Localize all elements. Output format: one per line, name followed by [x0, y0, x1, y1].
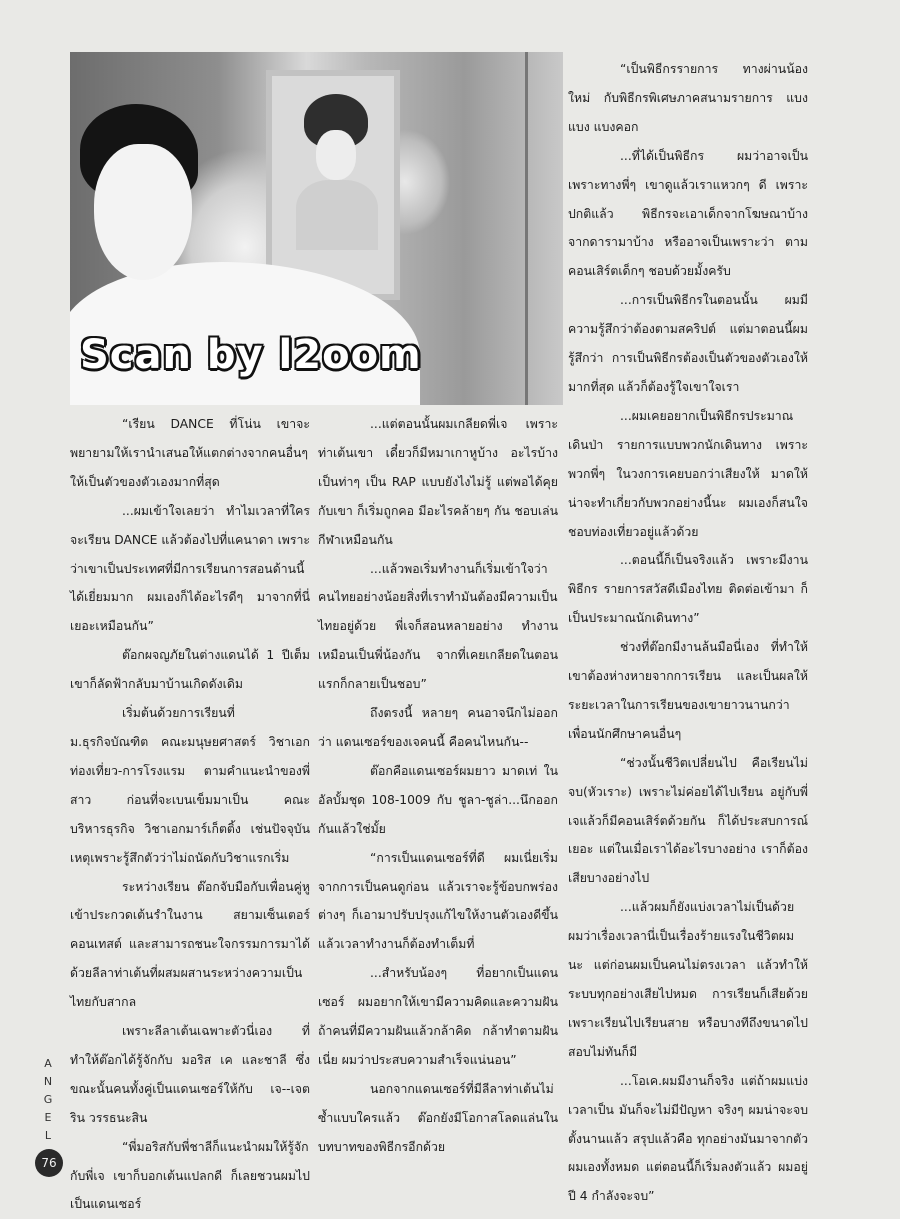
paragraph: “การเป็นแดนเซอร์ที่ดี ผมเนี่ยเริ่มจากการเป็นคนดูก่อน แล้วเราจะรู้ข้อบกพร่องต่างๆ ก็เอามาปรับปรุงแก้ไขให้งานตัวเองดีขึ้น แล้วเวลาทำงานก็ต้องทำเต็มที่: [318, 850, 558, 952]
paragraph: ต๊อกคือแดนเซอร์ผมยาว มาดเท่ ในอัลบั้มชุด 108-1009 กับ ชูลา-ชูล่า...นึกออกกันแล้วใช่มั้ย: [318, 763, 558, 836]
article-photo: [70, 52, 563, 405]
column-left: [70, 410, 310, 1219]
paragraph: ...การเป็นพิธีกรในตอนนั้น ผมมีความรู้สึกว่าต้องตามสคริปต์ แต่มาตอนนี้ผมรู้สึกว่า การเป็นพิธีกรต้องเป็นตัวของตัวเองให้มากที่สุด แล้วก็ต้องรู้ใจเขาใจเรา: [568, 293, 808, 394]
paragraph: เริ่มต้นด้วยการเรียนที่ ม.ธุรกิจบัณฑิต คณะมนุษยศาสตร์ วิชาเอกท่องเที่ยว-การโรงแรม ตามคำแนะนำของพี่สาว ก่อนที่จะเบนเข็มมาเป็น คณะบริหารธุรกิจ วิชาเอกมาร์เก็ตติ้ง เช่นปัจจุบัน เหตุเพราะรู้สึกตัวว่าไม่ถนัดกับวิชาแรกเริ่ม: [70, 706, 310, 865]
paragraph: เพราะลีลาเต้นเฉพาะตัวนี่เอง ที่ทำให้ต๊อกได้รู้จักกับ มอริส เค และชาลี ซึ่งขณะนั้นคนทั้งคู่เป็นแดนเซอร์ให้กับ เจ--เจตริน วรรธนะสิน: [70, 1024, 310, 1125]
column-right: [568, 55, 808, 1211]
paragraph: “เป็นพิธีกรรายการ ทางผ่านน้องใหม่ กับพิธีกรพิเศษภาคสนามรายการ แบง แบง แบงคอก: [568, 62, 808, 134]
paragraph: ช่วงที่ต๊อกมีงานล้นมือนี่เอง ที่ทำให้เขาต้องห่างหายจากการเรียน และเป็นผลให้ระยะเวลาในการเรียนของเขายาวนานกว่าเพื่อนนักศึกษาคนอื่นๆ: [568, 640, 808, 741]
brand-letter: A: [44, 1057, 52, 1070]
paragraph: ถึงตรงนี้ หลายๆ คนอาจนึกไม่ออกว่า แดนเซอร์ของเจคนนี้ คือคนไหนกัน--: [318, 706, 558, 749]
page-number: 76: [35, 1149, 63, 1177]
brand-letter: N: [43, 1075, 53, 1088]
paragraph: ต๊อกผจญภัยในต่างแดนได้ 1 ปีเต็ม เขาก็ลัดฟ้ากลับมาบ้านเกิดดังเดิม: [70, 648, 310, 692]
paragraph: ...ผมเข้าใจเลยว่า ทำไมเวลาที่ใครจะเรียน DANCE แล้วต้องไปที่แคนาดา เพราะว่าเขาเป็นประเทศที่มีการเรียนการสอนด้านนี้ได้เยี่ยมมาก ผมเองก็ได้อะไรดีๆ มาจากที่นี่เยอะเหมือนกัน”: [70, 503, 310, 634]
brand-letter: G: [43, 1093, 53, 1106]
brand-letter: L: [44, 1129, 52, 1142]
paragraph: ระหว่างเรียน ต๊อกจับมือกับเพื่อนคู่หูเข้าประกวดเต้นรำในงาน สยามเซ็นเตอร์ คอนเทสต์ และสามารถชนะใจกรรมการมาได้ ด้วยลีลาท่าเต้นที่ผสมผสานระหว่างความเป็นไทยกับสากล: [70, 879, 310, 1010]
brand-letter: E: [44, 1111, 52, 1124]
paragraph: ...แล้วพอเริ่มทำงานก็เริ่มเข้าใจว่า คนไทยอย่างน้อยสิ่งที่เราทำมันต้องมีความเป็นไทยอยู่ด้วย พี่เจก็สอนหลายอย่าง ทำงานเหมือนเป็นพี่น้องกัน จากที่เคยเกลียดในตอนแรกก็กลายเป็นชอบ”: [318, 561, 558, 692]
paragraph: “ช่วงนั้นชีวิตเปลี่ยนไป คือเรียนไม่จบ(หัวเราะ) เพราะไม่ค่อยได้ไปเรียน อยู่กับพี่เจแล้วก็มีคอนเสิร์ตด้วยกัน ก็ได้ประสบการณ์เยอะ แต่ในเมื่อเราได้อะไรบางอย่าง เราก็ต้องเสียบางอย่างไป: [568, 755, 808, 886]
paragraph: ...ผมเคยอยากเป็นพิธีกรประมาณเดินป่า รายการแบบพวกนักเดินทาง เพราะพวกพี่ๆ ในวงการเคยบอกว่าเสียงให้ มาดให้ น่าจะทำเกี่ยวกับพวกอย่างนี้นะ ผมเองก็สนใจ ชอบท่องเที่ยวอยู่แล้วด้วย: [568, 408, 808, 539]
portrait-face: [316, 130, 356, 180]
magazine-side-brand: [40, 1055, 56, 1145]
paragraph: ...โอเค.ผมมีงานก็จริง แต่ถ้าผมแบ่งเวลาเป็น มันก็จะไม่มีปัญหา จริงๆ ผมน่าจะจบตั้งนานแล้ว สรุปแล้วคือ ทุกอย่างมันมาจากตัวผมเองทั้งหมด แต่ตอนนี้ก็เริ่มลงตัวแล้ว ผมอยู่ปี 4 กำลังจะจบ”: [568, 1073, 808, 1204]
paragraph: “พี่มอริสกับพี่ชาลีก็แนะนำผมให้รู้จักกับพี่เจ เขาก็บอกเต้นแปลกดี ก็เลยชวนผมไปเป็นแดนเซอร์: [70, 1139, 310, 1212]
person-face: [94, 144, 192, 280]
scan-watermark: Scan by l2oom: [80, 332, 422, 378]
paragraph: ...แล้วผมก็ยังแบ่งเวลาไม่เป็นด้วย ผมว่าเรื่องเวลานี่เป็นเรื่องร้ายแรงในชีวิตผมนะ แต่ก่อนผมเป็นคนไม่ตรงเวลา แล้วทำให้ระบบทุกอย่างเสียไปหมด การเรียนก็เสียด้วย เพราะเรียนไปเรียนสาย หรือบางทีถึงขนาดไปสอบไม่ทันก็มี: [568, 900, 808, 1059]
paragraph: ...สำหรับน้องๆ ที่อยากเป็นแดนเซอร์ ผมอยากให้เขามีความคิดและความฝัน ถ้าคนที่มีความฝันแล้วกล้าคิด กล้าทำตามฝันเนี่ย ผมว่าประสบความสำเร็จแน่นอน”: [318, 966, 558, 1067]
column-middle: [318, 410, 558, 1162]
paragraph: ...ตอนนี้ก็เป็นจริงแล้ว เพราะมีงานพิธีกร รายการสวัสดีเมืองไทย ติดต่อเข้ามา ก็เป็นประมาณนักเดินทาง”: [568, 553, 808, 626]
paragraph: “เรียน DANCE ที่โน่น เขาจะพยายามให้เรานำเสนอให้แตกต่างจากคนอื่นๆ ให้เป็นตัวของตัวเองมากที่สุด: [70, 417, 310, 489]
paragraph: นอกจากแดนเซอร์ที่มีลีลาท่าเต้นไม่ซ้ำแบบใครแล้ว ต๊อกยังมีโอกาสโลดแล่นในบทบาทของพิธีกรอีกด้วย: [318, 1081, 558, 1154]
paragraph: ...แต่ตอนนั้นผมเกลียดพี่เจ เพราะท่าเต้นเขา เดี๋ยวก็มีหมาเกาหูบ้าง อะไรบ้าง เป็นท่าๆ เป็น RAP แบบยังไงไม่รู้ แต่พอได้คุยกับเขา ก็เริ่มถูกคอ มีอะไรคล้ายๆ กัน ชอบเล่นกีฬาเหมือนกัน: [318, 417, 558, 547]
portrait-body: [296, 180, 378, 250]
paragraph: ...ที่ได้เป็นพิธีกร ผมว่าอาจเป็นเพราะทางพี่ๆ เขาดูแล้วเราแหวกๆ ดี เพราะปกติแล้ว พิธีกรจะเอาเด็กจากโฆษณาบ้าง จากดารามาบ้าง หรืออาจเป็นเพราะว่า ตามคอนเสิร์ตเด็กๆ ชอบด้วยมั้งครับ: [568, 148, 808, 279]
